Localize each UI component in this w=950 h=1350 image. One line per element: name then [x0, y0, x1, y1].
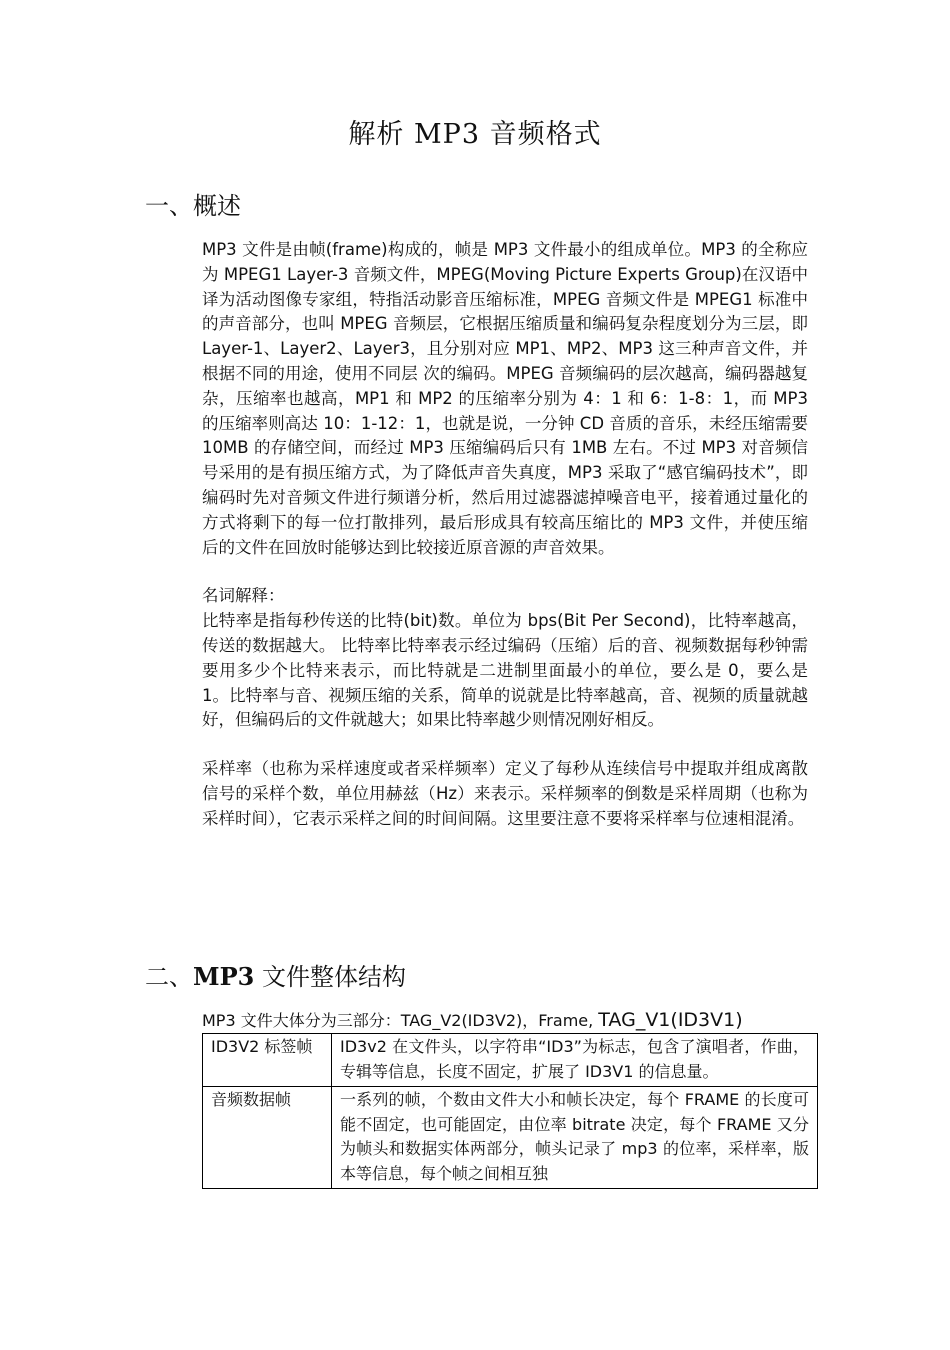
glossary-bitrate: 比特率是指每秒传送的比特(bit)数。单位为 bps(Bit Per Second)，比特率越高，传送的数据越大。 比特率比特率表示经过编码（压缩）后的音、视频数据每秒钟需要用多少个比特来表示，而比特就是二进制里面最小的单位，要么是 0，要么是 1。比特率与音、视频压缩的关系，简单的说就是比特率越高，音、视频的质量就越好，但编码后的文件就越大；如果比特率越少则情况刚好相反。 [202, 611, 808, 730]
table-row [203, 1034, 818, 1087]
document-title: 解析 MP3 音频格式 [348, 119, 602, 150]
table-cell-desc: 一系列的帧，个数由文件大小和帧长决定，每个 FRAME 的长度可能不固定，也可能固定，由位率 bitrate 决定，每个 FRAME 又分为帧头和数据实体两部分，帧头记录了 mp3 的位率，采样率，版本等信息，每个帧之间相互独 [332, 1087, 818, 1189]
table-cell-desc: ID3v2 在文件头，以字符串“ID3”为标志，包含了演唱者，作曲，专辑等信息，长度不固定，扩展了 ID3V1 的信息量。 [332, 1034, 818, 1087]
overview-paragraph: MP3 文件是由帧(frame)构成的，帧是 MP3 文件最小的组成单位。MP3 的全称应为 MPEG1 Layer-3 音频文件，MPEG(Moving Picture Experts Group)在汉语中译为活动图像专家组，特指活动影音压缩标准，MPEG 音频文件是 MPEG1 标准中的声音部分，也叫 MPEG 音频层，它根据压缩质量和编码复杂程度划分为三层，即 Layer-1、Layer2、Layer3，且分别对应 MP1、MP2、MP3 这三种声音文件，并根据不同的用途，使用不同层 次的编码。MPEG 音频编码的层次越高，编码器越复杂，压缩率也越高，MP1 和 MP2 的压缩率分别为 4：1 和 6：1-8：1，而 MP3 的压缩率则高达 10：1-12：1，也就是说，一分钟 CD 音质的音乐，未经压缩需要 10MB 的存储空间，而经过 MP3 压缩编码后只有 1MB 左右。不过 MP3 对音频信号采用的是有损压缩方式，为了降低声音失真度，MP3 采取了“感官编码技术”，即编码时先对音频文件进行频谱分析，然后用过滤器滤掉噪音电平，接着通过量化的方式将剩下的每一位打散排列，最后形成具有较高压缩比的 MP3 文件，并使压缩后的文件在回放时能够达到比较接近原音源的声音效果。 [202, 240, 808, 557]
section-heading-bold: MP3 [193, 962, 255, 991]
table-row [203, 1087, 818, 1189]
overview-body [202, 238, 808, 832]
glossary-label: 名词解释： [202, 586, 285, 606]
table-cell-name: ID3V2 标签帧 [203, 1034, 332, 1087]
structure-table [202, 1033, 818, 1189]
structure-lead [202, 1008, 822, 1033]
structure-lead-text: MP3 文件大体分为三部分：TAG_V2(ID3V2)，Frame, [202, 1011, 599, 1030]
section-heading-number: 二、 [145, 963, 193, 991]
section-heading-overview: 一、概述 [145, 192, 241, 220]
page-bottom-margin [195, 1210, 835, 1350]
glossary-samplerate: 采样率（也称为采样速度或者采样频率）定义了每秒从连续信号中提取并组成离散信号的采样个数，单位用赫兹（Hz）来表示。采样频率的倒数是采样周期（也称为采样时间），它表示采样之间的时间间隔。这里要注意不要将采样率与位速相混淆。 [202, 759, 808, 828]
section-heading-structure [145, 957, 406, 992]
structure-lead-tag: TAG_V1(ID3V1) [598, 1009, 743, 1031]
section-heading-text: 文件整体结构 [254, 963, 406, 991]
table-cell-name: 音频数据帧 [203, 1087, 332, 1189]
